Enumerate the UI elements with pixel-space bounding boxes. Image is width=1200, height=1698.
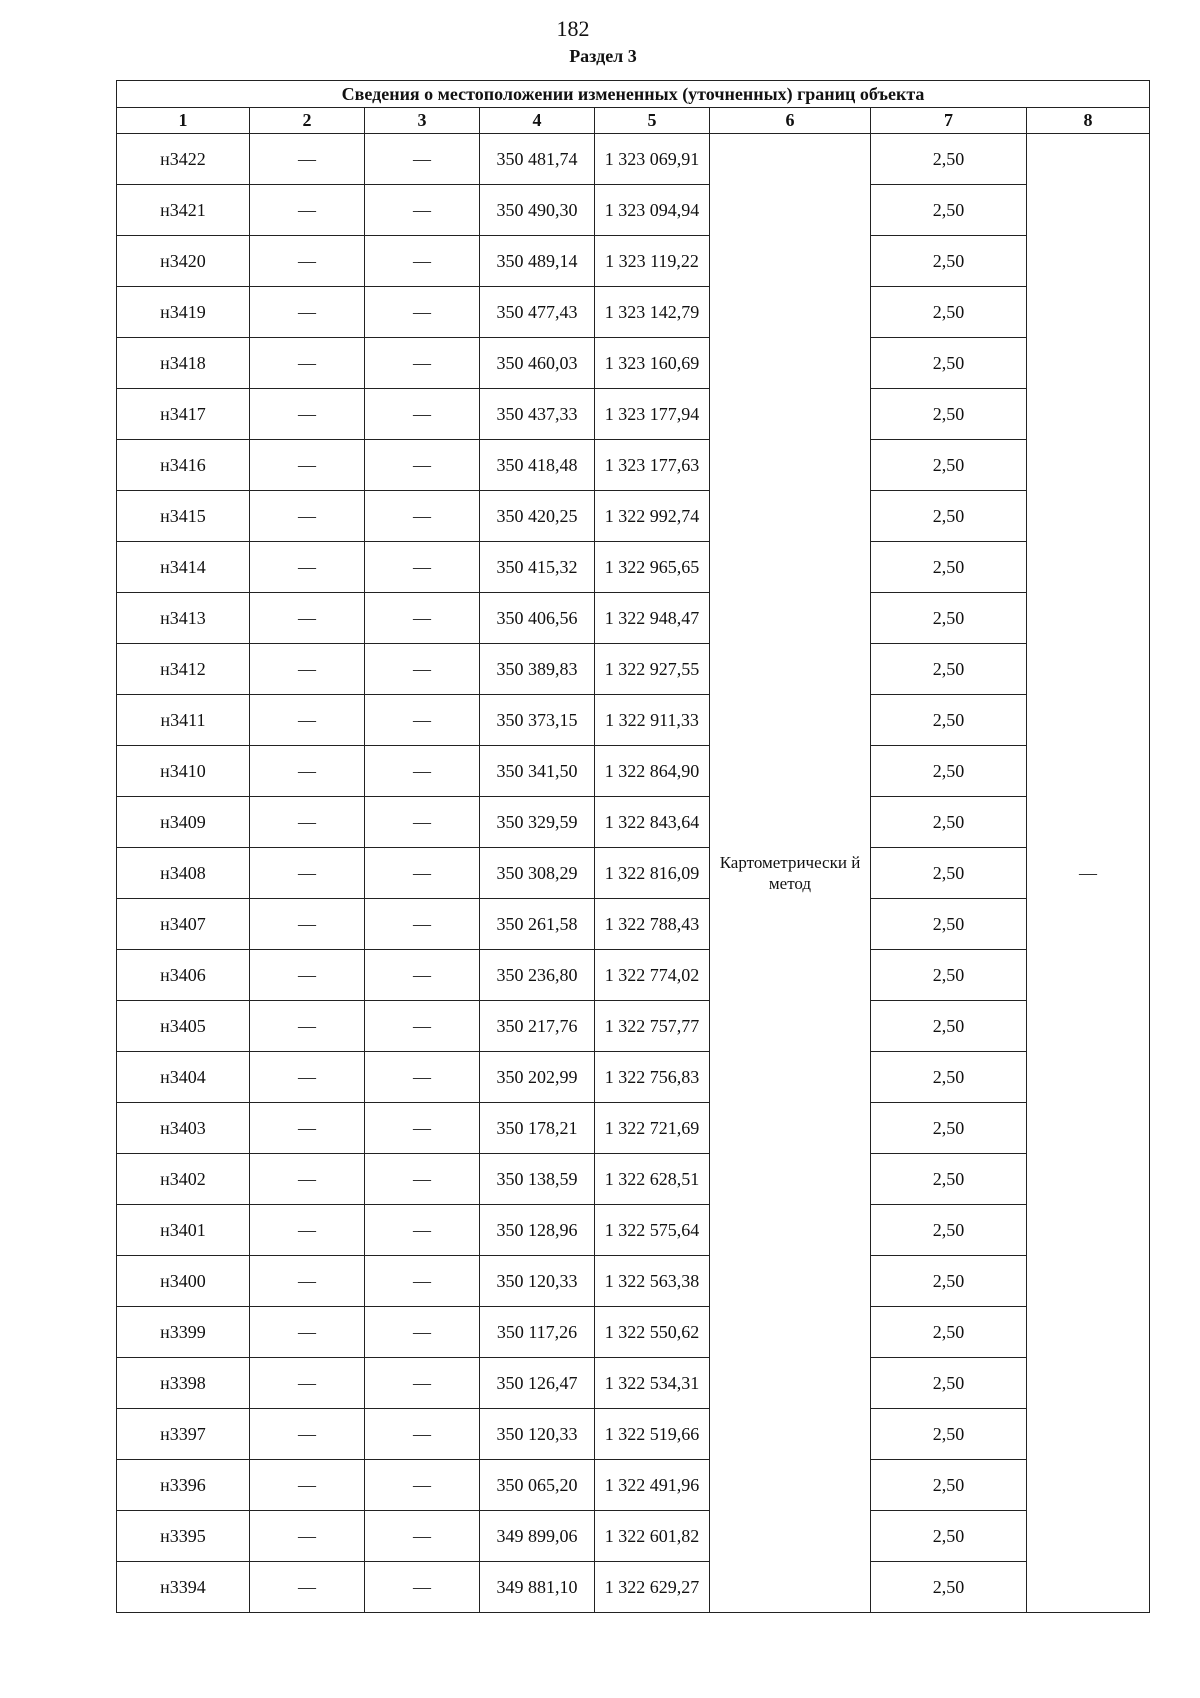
point-number-cell: н3415 (117, 491, 250, 542)
x-coordinate-cell: 350 460,03 (480, 338, 595, 389)
column-2-cell: — (250, 1256, 365, 1307)
y-coordinate-cell: 1 322 774,02 (595, 950, 710, 1001)
point-number-cell: н3400 (117, 1256, 250, 1307)
column-2-cell: — (250, 1052, 365, 1103)
column-2-cell: — (250, 1409, 365, 1460)
accuracy-cell: 2,50 (871, 899, 1027, 950)
table-row (117, 746, 1150, 797)
column-2-cell: — (250, 1001, 365, 1052)
column-2-cell: — (250, 338, 365, 389)
table-row (117, 950, 1150, 1001)
column-3-cell: — (365, 134, 480, 185)
y-coordinate-cell: 1 323 160,69 (595, 338, 710, 389)
y-coordinate-cell: 1 322 816,09 (595, 848, 710, 899)
x-coordinate-cell: 350 120,33 (480, 1409, 595, 1460)
point-number-cell: н3399 (117, 1307, 250, 1358)
y-coordinate-cell: 1 323 177,63 (595, 440, 710, 491)
x-coordinate-cell: 350 489,14 (480, 236, 595, 287)
table-row (117, 542, 1150, 593)
x-coordinate-cell: 350 178,21 (480, 1103, 595, 1154)
x-coordinate-cell: 350 477,43 (480, 287, 595, 338)
x-coordinate-cell: 350 437,33 (480, 389, 595, 440)
column-header-1: 1 (117, 108, 250, 134)
column-3-cell: — (365, 236, 480, 287)
page-number: 182 (556, 16, 590, 41)
column-2-cell: — (250, 695, 365, 746)
y-coordinate-cell: 1 322 491,96 (595, 1460, 710, 1511)
column-3-cell: — (365, 1562, 480, 1613)
x-coordinate-cell: 350 329,59 (480, 797, 595, 848)
point-number-cell: н3396 (117, 1460, 250, 1511)
point-number-cell: н3394 (117, 1562, 250, 1613)
accuracy-cell: 2,50 (871, 1001, 1027, 1052)
point-number-cell: н3416 (117, 440, 250, 491)
table-title: Сведения о местоположении измененных (уточненных) границ объекта (117, 81, 1150, 108)
point-number-cell: н3419 (117, 287, 250, 338)
x-coordinate-cell: 349 899,06 (480, 1511, 595, 1562)
column-header-2: 2 (250, 108, 365, 134)
point-number-cell: н3404 (117, 1052, 250, 1103)
y-coordinate-cell: 1 323 119,22 (595, 236, 710, 287)
table-row (117, 491, 1150, 542)
point-number-cell: н3408 (117, 848, 250, 899)
method-cell: Картометрически й метод (710, 134, 871, 1613)
column-header-8: 8 (1027, 108, 1150, 134)
point-number-cell: н3405 (117, 1001, 250, 1052)
accuracy-cell: 2,50 (871, 1358, 1027, 1409)
column-3-cell: — (365, 338, 480, 389)
column-2-cell: — (250, 797, 365, 848)
table-row (117, 440, 1150, 491)
y-coordinate-cell: 1 322 601,82 (595, 1511, 710, 1562)
accuracy-cell: 2,50 (871, 338, 1027, 389)
accuracy-cell: 2,50 (871, 1460, 1027, 1511)
column-3-cell: — (365, 797, 480, 848)
accuracy-cell: 2,50 (871, 1562, 1027, 1613)
column-header-4: 4 (480, 108, 595, 134)
column-2-cell: — (250, 1460, 365, 1511)
x-coordinate-cell: 350 420,25 (480, 491, 595, 542)
table-row (117, 644, 1150, 695)
point-number-cell: н3417 (117, 389, 250, 440)
accuracy-cell: 2,50 (871, 185, 1027, 236)
y-coordinate-cell: 1 322 519,66 (595, 1409, 710, 1460)
column-2-cell: — (250, 848, 365, 899)
y-coordinate-cell: 1 323 177,94 (595, 389, 710, 440)
y-coordinate-cell: 1 322 550,62 (595, 1307, 710, 1358)
accuracy-cell: 2,50 (871, 1256, 1027, 1307)
column-3-cell: — (365, 542, 480, 593)
y-coordinate-cell: 1 322 843,64 (595, 797, 710, 848)
column-3-cell: — (365, 1154, 480, 1205)
column-3-cell: — (365, 848, 480, 899)
table-row (117, 695, 1150, 746)
x-coordinate-cell: 350 065,20 (480, 1460, 595, 1511)
column-2-cell: — (250, 1103, 365, 1154)
table-row (117, 1052, 1150, 1103)
accuracy-cell: 2,50 (871, 440, 1027, 491)
accuracy-cell: 2,50 (871, 695, 1027, 746)
column-2-cell: — (250, 644, 365, 695)
accuracy-cell: 2,50 (871, 236, 1027, 287)
column-3-cell: — (365, 440, 480, 491)
accuracy-cell: 2,50 (871, 1307, 1027, 1358)
column-3-cell: — (365, 1307, 480, 1358)
point-number-cell: н3421 (117, 185, 250, 236)
y-coordinate-cell: 1 322 534,31 (595, 1358, 710, 1409)
y-coordinate-cell: 1 322 788,43 (595, 899, 710, 950)
accuracy-cell: 2,50 (871, 542, 1027, 593)
x-coordinate-cell: 350 217,76 (480, 1001, 595, 1052)
y-coordinate-cell: 1 323 069,91 (595, 134, 710, 185)
x-coordinate-cell: 350 117,26 (480, 1307, 595, 1358)
x-coordinate-cell: 350 406,56 (480, 593, 595, 644)
point-number-cell: н3414 (117, 542, 250, 593)
point-number-cell: н3407 (117, 899, 250, 950)
table-row (117, 1511, 1150, 1562)
table-row (117, 1154, 1150, 1205)
table-row (117, 1103, 1150, 1154)
accuracy-cell: 2,50 (871, 950, 1027, 1001)
accuracy-cell: 2,50 (871, 1154, 1027, 1205)
y-coordinate-cell: 1 322 575,64 (595, 1205, 710, 1256)
x-coordinate-cell: 350 138,59 (480, 1154, 595, 1205)
column-3-cell: — (365, 1103, 480, 1154)
point-number-cell: н3418 (117, 338, 250, 389)
x-coordinate-cell: 350 415,32 (480, 542, 595, 593)
y-coordinate-cell: 1 322 757,77 (595, 1001, 710, 1052)
column-3-cell: — (365, 644, 480, 695)
accuracy-cell: 2,50 (871, 287, 1027, 338)
table-row (117, 1358, 1150, 1409)
column-3-cell: — (365, 491, 480, 542)
column-3-cell: — (365, 287, 480, 338)
accuracy-cell: 2,50 (871, 1511, 1027, 1562)
x-coordinate-cell: 350 120,33 (480, 1256, 595, 1307)
x-coordinate-cell: 350 373,15 (480, 695, 595, 746)
column-2-cell: — (250, 950, 365, 1001)
table-row (117, 1409, 1150, 1460)
column-header-3: 3 (365, 108, 480, 134)
table-row (117, 338, 1150, 389)
table-title-row (117, 81, 1150, 108)
y-coordinate-cell: 1 322 721,69 (595, 1103, 710, 1154)
point-number-cell: н3420 (117, 236, 250, 287)
accuracy-cell: 2,50 (871, 1052, 1027, 1103)
table-row (117, 134, 1150, 185)
column-2-cell: — (250, 389, 365, 440)
accuracy-cell: 2,50 (871, 1409, 1027, 1460)
column-2-cell: — (250, 542, 365, 593)
accuracy-cell: 2,50 (871, 134, 1027, 185)
column-2-cell: — (250, 236, 365, 287)
column-3-cell: — (365, 746, 480, 797)
accuracy-cell: 2,50 (871, 593, 1027, 644)
column-header-7: 7 (871, 108, 1027, 134)
boundary-coordinates-table (116, 80, 1150, 1613)
x-coordinate-cell: 350 341,50 (480, 746, 595, 797)
column-2-cell: — (250, 185, 365, 236)
column-header-6: 6 (710, 108, 871, 134)
column-3-cell: — (365, 1256, 480, 1307)
point-number-cell: н3409 (117, 797, 250, 848)
column-3-cell: — (365, 1409, 480, 1460)
y-coordinate-cell: 1 323 094,94 (595, 185, 710, 236)
column-2-cell: — (250, 1205, 365, 1256)
column-3-cell: — (365, 389, 480, 440)
point-number-cell: н3397 (117, 1409, 250, 1460)
table-row (117, 1307, 1150, 1358)
column-3-cell: — (365, 1511, 480, 1562)
column-3-cell: — (365, 593, 480, 644)
x-coordinate-cell: 349 881,10 (480, 1562, 595, 1613)
section-title: Раздел 3 (569, 46, 637, 66)
column-header-row (117, 108, 1150, 134)
accuracy-cell: 2,50 (871, 797, 1027, 848)
point-number-cell: н3403 (117, 1103, 250, 1154)
table-row (117, 1001, 1150, 1052)
table-row (117, 1562, 1150, 1613)
table-body (117, 134, 1150, 1613)
y-coordinate-cell: 1 322 948,47 (595, 593, 710, 644)
table-row (117, 1205, 1150, 1256)
column-2-cell: — (250, 491, 365, 542)
column-3-cell: — (365, 1052, 480, 1103)
column-3-cell: — (365, 1460, 480, 1511)
table-row (117, 1460, 1150, 1511)
column-3-cell: — (365, 899, 480, 950)
table-row (117, 389, 1150, 440)
y-coordinate-cell: 1 322 965,65 (595, 542, 710, 593)
accuracy-cell: 2,50 (871, 1205, 1027, 1256)
table-row (117, 185, 1150, 236)
table-row (117, 236, 1150, 287)
table-row (117, 797, 1150, 848)
column-2-cell: — (250, 593, 365, 644)
column-2-cell: — (250, 746, 365, 797)
y-coordinate-cell: 1 322 864,90 (595, 746, 710, 797)
column-8-cell: — (1027, 134, 1150, 1613)
point-number-cell: н3411 (117, 695, 250, 746)
accuracy-cell: 2,50 (871, 389, 1027, 440)
column-3-cell: — (365, 1205, 480, 1256)
accuracy-cell: 2,50 (871, 746, 1027, 797)
column-2-cell: — (250, 287, 365, 338)
column-2-cell: — (250, 1307, 365, 1358)
column-2-cell: — (250, 134, 365, 185)
x-coordinate-cell: 350 389,83 (480, 644, 595, 695)
column-2-cell: — (250, 1358, 365, 1409)
column-3-cell: — (365, 695, 480, 746)
y-coordinate-cell: 1 322 628,51 (595, 1154, 710, 1205)
table-row (117, 848, 1150, 899)
column-2-cell: — (250, 440, 365, 491)
point-number-cell: н3412 (117, 644, 250, 695)
table-row (117, 287, 1150, 338)
x-coordinate-cell: 350 261,58 (480, 899, 595, 950)
point-number-cell: н3410 (117, 746, 250, 797)
column-2-cell: — (250, 1562, 365, 1613)
point-number-cell: н3401 (117, 1205, 250, 1256)
y-coordinate-cell: 1 322 629,27 (595, 1562, 710, 1613)
point-number-cell: н3406 (117, 950, 250, 1001)
point-number-cell: н3398 (117, 1358, 250, 1409)
x-coordinate-cell: 350 126,47 (480, 1358, 595, 1409)
y-coordinate-cell: 1 322 927,55 (595, 644, 710, 695)
x-coordinate-cell: 350 418,48 (480, 440, 595, 491)
x-coordinate-cell: 350 128,96 (480, 1205, 595, 1256)
y-coordinate-cell: 1 322 992,74 (595, 491, 710, 542)
x-coordinate-cell: 350 308,29 (480, 848, 595, 899)
column-3-cell: — (365, 1358, 480, 1409)
point-number-cell: н3395 (117, 1511, 250, 1562)
point-number-cell: н3402 (117, 1154, 250, 1205)
y-coordinate-cell: 1 322 911,33 (595, 695, 710, 746)
table-row (117, 899, 1150, 950)
column-2-cell: — (250, 899, 365, 950)
accuracy-cell: 2,50 (871, 1103, 1027, 1154)
point-number-cell: н3422 (117, 134, 250, 185)
column-3-cell: — (365, 185, 480, 236)
point-number-cell: н3413 (117, 593, 250, 644)
y-coordinate-cell: 1 322 563,38 (595, 1256, 710, 1307)
column-2-cell: — (250, 1154, 365, 1205)
x-coordinate-cell: 350 236,80 (480, 950, 595, 1001)
accuracy-cell: 2,50 (871, 848, 1027, 899)
x-coordinate-cell: 350 481,74 (480, 134, 595, 185)
column-header-5: 5 (595, 108, 710, 134)
y-coordinate-cell: 1 323 142,79 (595, 287, 710, 338)
table-row (117, 1256, 1150, 1307)
x-coordinate-cell: 350 202,99 (480, 1052, 595, 1103)
table-row (117, 593, 1150, 644)
column-2-cell: — (250, 1511, 365, 1562)
accuracy-cell: 2,50 (871, 644, 1027, 695)
y-coordinate-cell: 1 322 756,83 (595, 1052, 710, 1103)
column-3-cell: — (365, 1001, 480, 1052)
x-coordinate-cell: 350 490,30 (480, 185, 595, 236)
accuracy-cell: 2,50 (871, 491, 1027, 542)
column-3-cell: — (365, 950, 480, 1001)
